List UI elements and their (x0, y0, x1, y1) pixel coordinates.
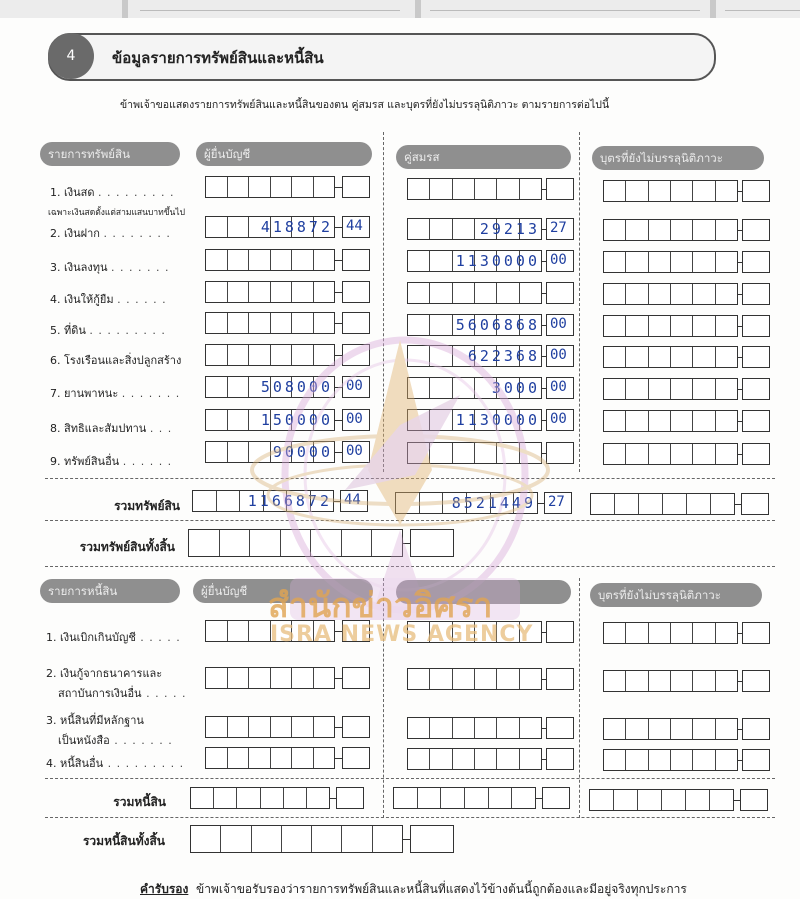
assets-header: รายการทรัพย์สิน (40, 142, 180, 166)
liab-label-overdraft: 1. เงินเบิกเกินบัญชี . . . . . (46, 631, 181, 644)
column-divider (383, 132, 384, 472)
spouse-investment-satang-value: 00 (550, 252, 567, 268)
owner-cash-satang[interactable] (342, 176, 370, 198)
asset-label-other: 9. ทรัพย์สินอื่น . . . . . . (50, 455, 173, 468)
asset-total-label: รวมทรัพย์สิน (114, 499, 180, 513)
children-asset-field[interactable] (603, 346, 738, 368)
spouse-building-satang-value: 00 (550, 347, 567, 363)
children-liability-total-field[interactable] (589, 789, 734, 811)
divider (45, 478, 775, 479)
owner-land-satang[interactable] (342, 312, 370, 334)
spouse-overdraft-satang[interactable] (546, 621, 574, 643)
spouse-documented-debt-field[interactable] (407, 717, 542, 739)
spouse-loan-satang[interactable] (546, 282, 574, 304)
children-bank-loan-field[interactable] (603, 670, 738, 692)
divider (45, 778, 775, 779)
children-asset-field[interactable] (603, 378, 738, 400)
liab-label-bank-loans: 2. เงินกู้จากธนาคารและ (46, 667, 163, 680)
children-asset-satang[interactable] (742, 180, 770, 202)
asset-label-buildings: 6. โรงเรือนและสิ่งปลูกสร้าง (50, 354, 182, 367)
owner-vehicle-value: 508000 (260, 378, 333, 396)
spouse-vehicle-value: 3000 (491, 379, 540, 397)
certification-lead: คำรับรอง (140, 882, 189, 896)
children-liability-total-satang[interactable] (740, 789, 768, 811)
asset-label-land: 5. ที่ดิน . . . . . . . . . (50, 324, 166, 337)
spouse-asset-total-value: 8521449 (451, 494, 536, 512)
certification-text: ข้าพเจ้าขอรับรองว่ารายการทรัพย์สินและหนี้สินที่แสดงไว้ข้างต้นนี้ถูกต้องและมีอยู่จริงทุกประการ (195, 882, 687, 896)
liab-label-bank-loans-2: สถาบันการเงินอื่น . . . . . (58, 687, 187, 700)
scan-top-strip (0, 0, 800, 18)
asset-grand-total-label: รวมทรัพย์สินทั้งสิ้น (79, 540, 175, 554)
spouse-column-header: คู่สมรส (396, 145, 571, 169)
owner-documented-debt-field[interactable] (205, 716, 335, 738)
intro-statement: ข้าพเจ้าขอแสดงรายการทรัพย์สินและหนี้สินของตน คู่สมรส และบุตรที่ยังไม่บรรลุนิติภาวะ ตามรายการต่อไปนี้ (120, 99, 610, 111)
children-asset-satang[interactable] (742, 251, 770, 273)
owner-asset-total-satang-value: 44 (344, 492, 361, 508)
children-asset-field[interactable] (603, 283, 738, 305)
asset-label-deposits: 2. เงินฝาก . . . . . . . . (50, 227, 171, 240)
divider (45, 566, 775, 567)
children-bank-loan-satang[interactable] (742, 670, 770, 692)
asset-label-cash: 1. เงินสด . . . . . . . . . (50, 186, 175, 199)
children-overdraft-satang[interactable] (742, 622, 770, 644)
owner-bank-loan-satang[interactable] (342, 667, 370, 689)
cash-note: เฉพาะเงินสดตั้งแต่สามแสนบาทขึ้นไป (48, 208, 185, 218)
owner-column-header: ผู้ยื่นบัญชี (196, 142, 372, 166)
children-asset-total-field[interactable] (590, 493, 735, 515)
children-asset-field[interactable] (603, 180, 738, 202)
divider (45, 520, 775, 521)
owner-investment-field[interactable] (205, 249, 335, 271)
divider (45, 817, 775, 818)
asset-label-loans: 4. เงินให้กู้ยืม . . . . . . (50, 293, 167, 306)
owner-loan-satang[interactable] (342, 281, 370, 303)
owner-other-debt-satang[interactable] (342, 747, 370, 769)
owner-loan-field[interactable] (205, 281, 335, 303)
spouse-bank-loan-field[interactable] (407, 668, 542, 690)
asset-grand-total-satang[interactable] (410, 529, 454, 557)
spouse-other-debt-field[interactable] (407, 748, 542, 770)
liabilities-header: รายการหนี้สิน (40, 579, 180, 603)
children-asset-satang[interactable] (742, 410, 770, 432)
children-asset-satang[interactable] (742, 443, 770, 465)
spouse-vehicle-satang-value: 00 (550, 379, 567, 395)
owner-deposit-satang-value: 44 (346, 218, 363, 234)
spouse-liability-total-satang[interactable] (542, 787, 570, 809)
children-overdraft-field[interactable] (603, 622, 738, 644)
children-asset-field[interactable] (603, 410, 738, 432)
spouse-rights-value: 1130000 (455, 411, 540, 429)
watermark-thai: สำนักข่าวอิศรา (268, 586, 493, 626)
spouse-deposit-satang-value: 27 (550, 220, 567, 236)
section-title: ข้อมูลรายการทรัพย์สินและหนี้สิน (112, 49, 324, 67)
asset-grand-total-field[interactable] (188, 529, 403, 557)
liab-label-documented-2: เป็นหนังสือ . . . . . . . (58, 734, 173, 747)
liability-grand-total-label: รวมหนี้สินทั้งสิ้น (82, 834, 165, 848)
spouse-other-field[interactable] (407, 442, 542, 464)
spouse-cash-satang[interactable] (546, 178, 574, 200)
spouse-other-debt-satang[interactable] (546, 748, 574, 770)
liability-grand-total-field[interactable] (190, 825, 403, 853)
spouse-deposit-value: 29213 (479, 220, 540, 238)
liability-total-label: รวมหนี้สิน (113, 795, 166, 809)
owner-building-satang[interactable] (342, 344, 370, 366)
children-asset-satang[interactable] (742, 283, 770, 305)
owner-other-satang-value: 00 (346, 443, 363, 459)
liab-children-column-header: บุตรที่ยังไม่บรรลุนิติภาวะ (590, 583, 762, 607)
asset-label-vehicles: 7. ยานพาหนะ . . . . . . . (50, 387, 181, 400)
owner-other-value: 90000 (272, 443, 333, 461)
spouse-liability-total-field[interactable] (393, 787, 536, 809)
children-asset-total-satang[interactable] (741, 493, 769, 515)
owner-rights-satang-value: 00 (346, 411, 363, 427)
children-asset-field[interactable] (603, 315, 738, 337)
column-divider (579, 132, 580, 472)
children-asset-satang[interactable] (742, 315, 770, 337)
spouse-asset-total-satang-value: 27 (548, 494, 565, 510)
owner-liability-total-satang[interactable] (336, 787, 364, 809)
owner-cash-field[interactable] (205, 176, 335, 198)
spouse-land-value: 5606868 (455, 316, 540, 334)
spouse-investment-value: 1130000 (455, 252, 540, 270)
asset-label-rights: 8. สิทธิและสัมปทาน . . . (50, 422, 173, 435)
children-asset-field[interactable] (603, 251, 738, 273)
owner-rights-value: 150000 (260, 411, 333, 429)
owner-deposit-value: 418872 (260, 218, 333, 236)
spouse-rights-satang-value: 00 (550, 411, 567, 427)
watermark-agency: ISRA NEWS AGENCY (270, 622, 534, 647)
children-other-debt-satang[interactable] (742, 749, 770, 771)
liab-owner-column-header: ผู้ยื่นบัญชี (193, 579, 373, 603)
owner-liability-total-field[interactable] (190, 787, 330, 809)
column-divider (579, 578, 580, 818)
owner-asset-total-value: 1166872 (247, 492, 332, 510)
owner-land-field[interactable] (205, 312, 335, 334)
children-documented-debt-satang[interactable] (742, 718, 770, 740)
children-other-debt-field[interactable] (603, 749, 738, 771)
spouse-documented-debt-satang[interactable] (546, 717, 574, 739)
spouse-land-satang-value: 00 (550, 316, 567, 332)
spouse-other-satang[interactable] (546, 442, 574, 464)
liab-label-other: 4. หนี้สินอื่น . . . . . . . . . (46, 757, 185, 770)
asset-label-investments: 3. เงินลงทุน . . . . . . . (50, 261, 170, 274)
spouse-building-value: 622368 (467, 347, 540, 365)
owner-vehicle-satang-value: 00 (346, 378, 363, 394)
certification-statement (140, 880, 687, 899)
owner-documented-debt-satang[interactable] (342, 716, 370, 738)
children-documented-debt-field[interactable] (603, 718, 738, 740)
children-asset-field[interactable] (603, 443, 738, 465)
owner-building-field[interactable] (205, 344, 335, 366)
owner-bank-loan-field[interactable] (205, 667, 335, 689)
liability-grand-total-satang[interactable] (410, 825, 454, 853)
spouse-cash-field[interactable] (407, 178, 542, 200)
owner-other-debt-field[interactable] (205, 747, 335, 769)
spouse-bank-loan-satang[interactable] (546, 668, 574, 690)
children-asset-satang[interactable] (742, 219, 770, 241)
liab-label-documented: 3. หนี้สินที่มีหลักฐาน (46, 714, 144, 727)
children-asset-field[interactable] (603, 219, 738, 241)
section-number-badge: 4 (48, 33, 94, 79)
owner-investment-satang[interactable] (342, 249, 370, 271)
children-asset-satang[interactable] (742, 378, 770, 400)
children-column-header: บุตรที่ยังไม่บรรลุนิติภาวะ (592, 146, 764, 170)
children-asset-satang[interactable] (742, 346, 770, 368)
spouse-loan-field[interactable] (407, 282, 542, 304)
